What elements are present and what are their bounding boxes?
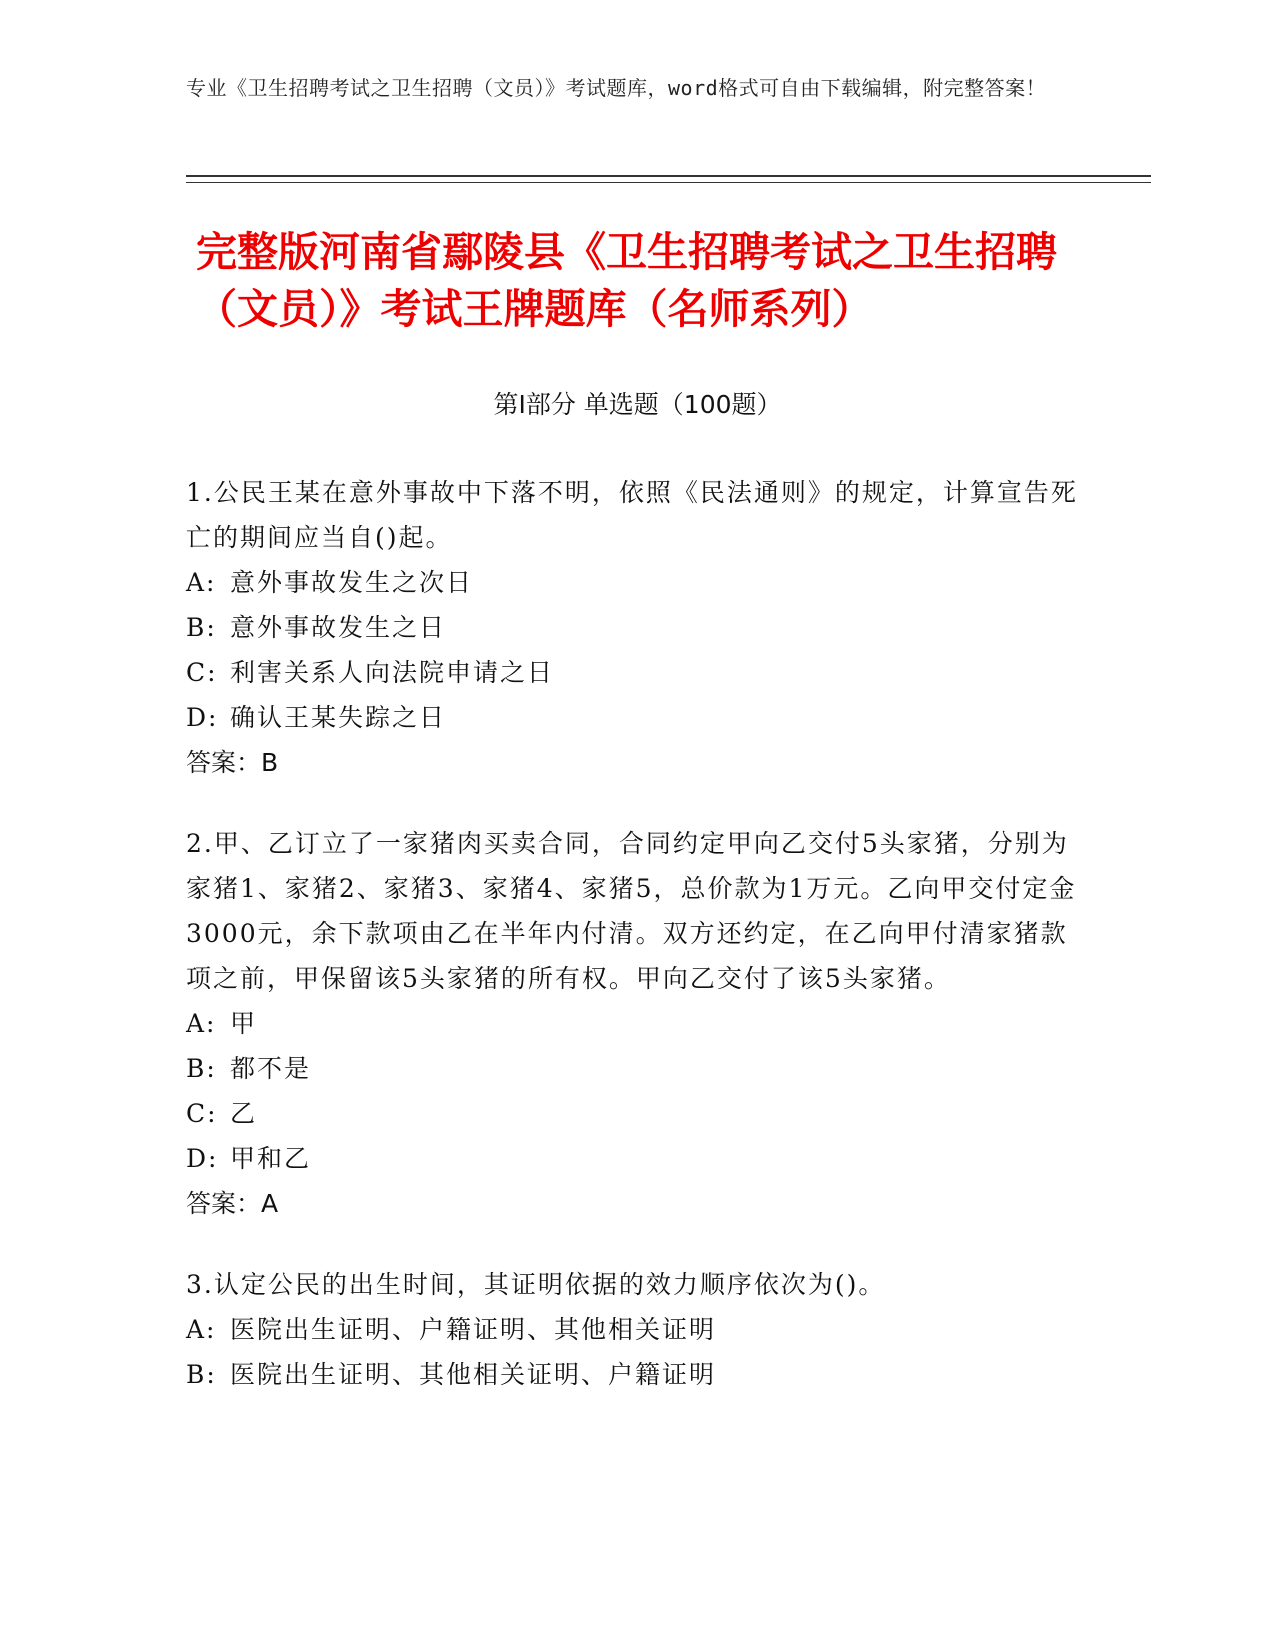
option-key: D: — [186, 703, 219, 732]
option-key: C: — [186, 658, 218, 687]
option-a — [186, 560, 1086, 605]
option-c — [186, 1091, 1086, 1136]
option-text: 甲 — [230, 1009, 258, 1038]
option-text: 意外事故发生之次日 — [230, 568, 474, 597]
question-item — [186, 821, 1086, 1226]
answer-line: 答案：A — [186, 1189, 279, 1218]
option-text: 利害关系人向法院申请之日 — [230, 658, 555, 687]
option-key: B: — [186, 1054, 217, 1083]
option-text: 甲和乙 — [230, 1144, 312, 1173]
header-divider-thin — [186, 182, 1151, 183]
option-b — [186, 1352, 1086, 1397]
option-text: 医院出生证明、其他相关证明、户籍证明 — [230, 1360, 717, 1389]
option-b — [186, 605, 1086, 650]
answer-line: 答案：B — [186, 748, 279, 777]
option-a — [186, 1307, 1086, 1352]
option-text: 乙 — [230, 1099, 258, 1128]
option-text: 医院出生证明、户籍证明、其他相关证明 — [230, 1315, 717, 1344]
option-key: C: — [186, 1099, 218, 1128]
option-key: B: — [186, 1360, 217, 1389]
section-heading: 第Ⅰ部分 单选题（100题） — [493, 390, 782, 419]
option-key: A: — [186, 1009, 217, 1038]
option-a — [186, 1001, 1086, 1046]
option-b — [186, 1046, 1086, 1091]
option-text: 都不是 — [230, 1054, 312, 1083]
option-text: 确认王某失踪之日 — [230, 703, 447, 732]
option-key: A: — [186, 568, 217, 597]
option-d — [186, 695, 1086, 740]
document-title: 完整版河南省鄢陵县《卫生招聘考试之卫生招聘（文员）》考试王牌题库（名师系列） — [196, 228, 1057, 333]
question-item — [186, 1262, 1086, 1397]
question-stem: 3.认定公民的出生时间，其证明依据的效力顺序依次为()。 — [186, 1270, 886, 1299]
question-stem: 1.公民王某在意外事故中下落不明，依照《民法通则》的规定，计算宣告死亡的期间应当自()起。 — [186, 478, 1078, 552]
header-divider — [186, 175, 1151, 177]
option-key: A: — [186, 1315, 217, 1344]
option-d — [186, 1136, 1086, 1181]
header-note: 专业《卫生招聘考试之卫生招聘（文员）》考试题库，word格式可自由下载编辑，附完整答案！ — [186, 76, 1047, 100]
option-c — [186, 650, 1086, 695]
option-key: B: — [186, 613, 217, 642]
option-text: 意外事故发生之日 — [230, 613, 447, 642]
option-key: D: — [186, 1144, 219, 1173]
question-list — [186, 470, 1086, 1433]
question-item — [186, 470, 1086, 785]
question-stem: 2.甲、乙订立了一家猪肉买卖合同，合同约定甲向乙交付5头家猪，分别为家猪1、家猪2、家猪3、家猪4、家猪5，总价款为1万元。乙向甲交付定金3000元，余下款项由乙在半年内付清。双方还约定，在乙向甲付清家猪款项之前，甲保留该5头家猪的所有权。甲向乙交付了该5头家猪。 — [186, 829, 1077, 993]
